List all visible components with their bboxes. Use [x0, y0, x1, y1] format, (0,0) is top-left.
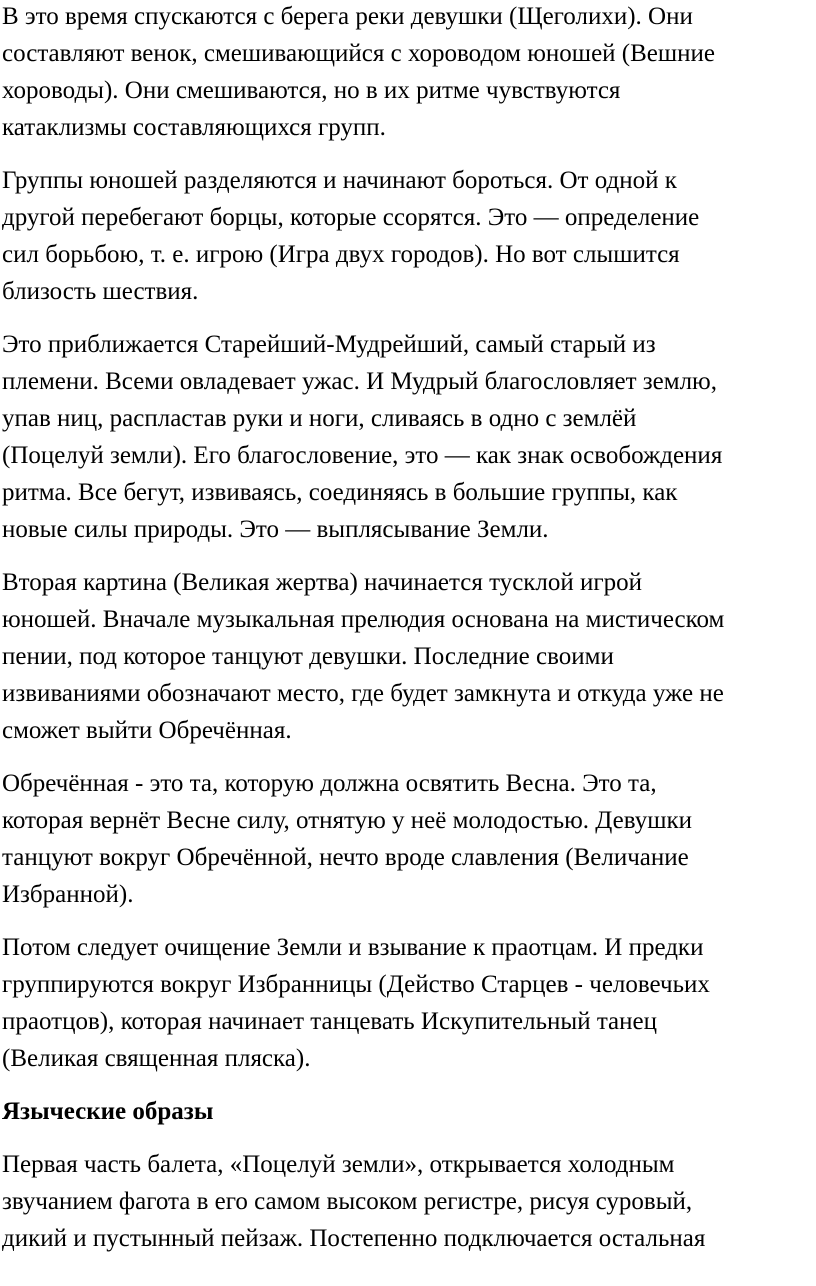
paragraph-6 [2, 929, 816, 1077]
paragraph-4 [2, 564, 816, 749]
text-line: упав ниц, распластав руки и ноги, сливаясь в одно с землёй [2, 405, 637, 432]
text-line: новые силы природы. Это — выплясывание Земли. [2, 516, 549, 543]
paragraph-2 [2, 162, 816, 310]
text-line: катаклизмы составляющихся групп. [2, 114, 386, 141]
text-line: звучанием фагота в его самом высоком регистре, рисуя суровый, [2, 1188, 693, 1215]
text-line: извиваниями обозначают место, где будет замкнута и откуда уже не [2, 680, 724, 707]
text-line: сможет выйти Обречённая. [2, 717, 292, 744]
text-line: праотцов), которая начинает танцевать Искупительный танец [2, 1008, 658, 1035]
text-line: ритма. Все бегут, извиваясь, соединяясь в большие группы, как [2, 479, 678, 506]
text-line: дикий и пустынный пейзаж. Постепенно подключается остальная [2, 1225, 706, 1252]
text-line: составляют венок, смешивающийся с хороводом юношей (Вешние [2, 40, 715, 67]
text-line: племени. Всеми овладевает ужас. И Мудрый благословляет землю, [2, 368, 717, 395]
text-line: Вторая картина (Великая жертва) начинается тусклой игрой [2, 569, 643, 596]
text-line: близость шествия. [2, 278, 199, 305]
text-line: группируются вокруг Избранницы (Действо Старцев - человечьих [2, 971, 710, 998]
text-line: юношей. Вначале музыкальная прелюдия основана на мистическом [2, 606, 725, 633]
text-line: Обречённая - это та, которую должна освятить Весна. Это та, [2, 770, 657, 797]
text-line: (Великая священная пляска). [2, 1045, 311, 1072]
text-line: сил борьбою, т. е. игрою (Игра двух городов). Но вот слышится [2, 241, 680, 268]
text-line: танцуют вокруг Обречённой, нечто вроде славления (Величание [2, 844, 689, 871]
text-line: хороводы). Они смешиваются, но в их ритме чувствуются [2, 77, 621, 104]
paragraph-final [2, 1146, 816, 1257]
section-heading: Языческие образы [2, 1098, 214, 1125]
text-line: Первая часть балета, «Поцелуй земли», открывается холодным [2, 1151, 675, 1178]
paragraph-5 [2, 765, 816, 913]
text-line: Потом следует очищение Земли и взывание к праотцам. И предки [2, 934, 704, 961]
paragraph-1 [2, 0, 816, 146]
text-line: В это время спускаются с берега реки девушки (Щеголихи). Они [2, 3, 693, 30]
text-line: другой перебегают борцы, которые ссорятся. Это — определение [2, 204, 700, 231]
paragraph-3 [2, 326, 816, 548]
text-line: которая вернёт Весне силу, отнятую у неё молодостью. Девушки [2, 807, 692, 834]
text-line: Группы юношей разделяются и начинают бороться. От одной к [2, 167, 677, 194]
text-line: Избранной). [2, 881, 134, 908]
text-line: Это приближается Старейший-Мудрейший, самый старый из [2, 331, 656, 358]
text-line: (Поцелуй земли). Его благословение, это — как знак освобождения [2, 442, 723, 469]
text-line: пении, под которое танцуют девушки. Последние своими [2, 643, 614, 670]
